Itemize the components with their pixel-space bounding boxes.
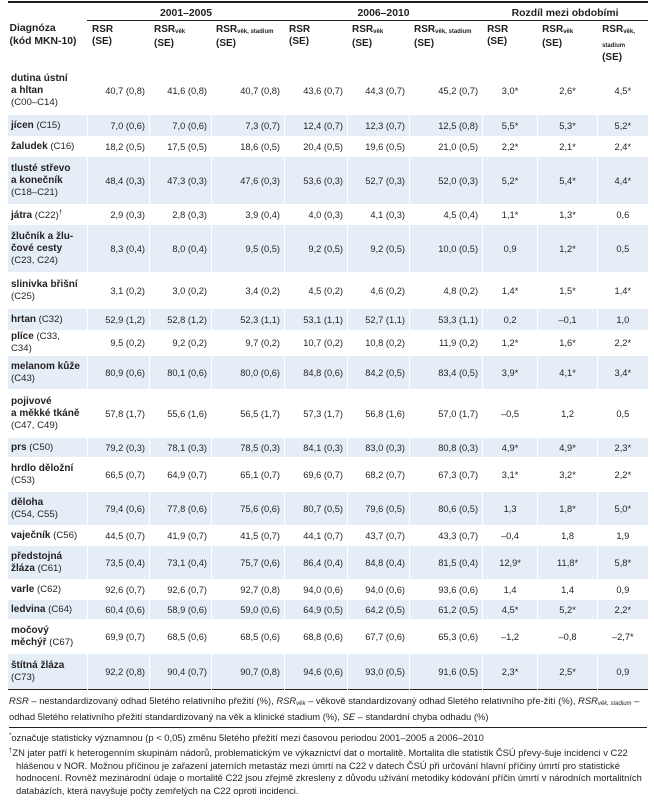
value-cell: 3,1 (0,2)	[88, 273, 150, 309]
difference-cell: –0,1	[538, 309, 598, 331]
table-header	[8, 2, 648, 67]
difference-cell: 1,2*	[538, 225, 598, 273]
icd-code: (C73)	[11, 671, 35, 683]
icd-code: (C00–C14)	[11, 96, 58, 108]
difference-cell: 1,4	[483, 580, 538, 600]
icd-code: (C61)	[37, 562, 62, 574]
value-cell: 47,3 (0,3)	[150, 157, 212, 205]
difference-cell: 4,1*	[538, 356, 598, 390]
value-cell: 80,6 (0,5)	[410, 492, 483, 526]
difference-cell: 2,5*	[538, 654, 598, 690]
diagnosis-cell: varle (C62)	[8, 580, 88, 600]
table-row	[8, 356, 648, 390]
survival-table-figure	[7, 0, 647, 797]
value-cell: 78,5 (0,3)	[212, 438, 285, 458]
value-cell: 19,6 (0,5)	[348, 137, 410, 157]
diagnosis-cell: dutina ústní a hltan (C00–C14)	[8, 67, 88, 115]
value-cell: 44,1 (0,7)	[285, 526, 348, 546]
table-row	[8, 492, 648, 526]
value-cell: 64,9 (0,5)	[285, 600, 348, 620]
value-cell: 43,7 (0,7)	[348, 526, 410, 546]
difference-cell: 0,2	[483, 309, 538, 331]
value-cell: 20,4 (0,5)	[285, 137, 348, 157]
value-cell: 80,8 (0,3)	[410, 438, 483, 458]
difference-cell: 0,5	[598, 390, 648, 438]
value-cell: 68,5 (0,6)	[212, 620, 285, 654]
difference-cell: –1,2	[483, 620, 538, 654]
header-subcolumns	[8, 21, 648, 67]
value-cell: 9,2 (0,5)	[348, 225, 410, 273]
value-cell: 48,4 (0,3)	[88, 157, 150, 205]
value-cell: 60,4 (0,6)	[88, 600, 150, 620]
difference-cell: 1,4	[538, 580, 598, 600]
header-period-2001-2005: 2001–2005	[88, 2, 285, 21]
icd-code: (C33, C34)	[11, 331, 60, 354]
value-cell: 10,0 (0,5)	[410, 225, 483, 273]
difference-cell: 5,2*	[483, 157, 538, 205]
value-cell: 79,2 (0,3)	[88, 438, 150, 458]
value-cell: 4,8 (0,2)	[410, 273, 483, 309]
value-cell: 65,3 (0,6)	[410, 620, 483, 654]
header-col-rsr-vek: $RSR_{věk}$ (SE)	[348, 21, 410, 67]
diagnosis-cell: jícen (C15)	[8, 115, 88, 137]
value-cell: 3,0 (0,2)	[150, 273, 212, 309]
value-cell: 2,9 (0,3)	[88, 205, 150, 225]
value-cell: 92,2 (0,8)	[88, 654, 150, 690]
icd-code: (C16)	[50, 140, 75, 152]
diagnosis-cell: hrdlo děložní (C53)	[8, 458, 88, 492]
value-cell: 44,3 (0,7)	[348, 67, 410, 115]
value-cell: 75,6 (0,6)	[212, 492, 285, 526]
table-row	[8, 546, 648, 580]
table-row	[8, 458, 648, 492]
difference-cell: 0,9	[598, 580, 648, 600]
value-cell: 18,2 (0,5)	[88, 137, 150, 157]
value-cell: 41,9 (0,7)	[150, 526, 212, 546]
value-cell: 11,9 (0,2)	[410, 331, 483, 356]
difference-cell: 1,4*	[598, 273, 648, 309]
value-cell: 67,7 (0,6)	[348, 620, 410, 654]
value-cell: 43,6 (0,7)	[285, 67, 348, 115]
difference-cell: 2,1*	[538, 137, 598, 157]
value-cell: 57,0 (1,7)	[410, 390, 483, 438]
table-row	[8, 654, 648, 690]
difference-cell: 1,0	[598, 309, 648, 331]
value-cell: 64,2 (0,5)	[348, 600, 410, 620]
value-cell: 41,6 (0,8)	[150, 67, 212, 115]
value-cell: 83,4 (0,5)	[410, 356, 483, 390]
icd-code: (C67)	[49, 636, 74, 648]
value-cell: 68,5 (0,6)	[150, 620, 212, 654]
value-cell: 78,1 (0,3)	[150, 438, 212, 458]
header-col-rsr-raw: RSR (SE)	[483, 21, 538, 67]
table-row	[8, 115, 648, 137]
value-cell: 52,7 (1,1)	[348, 309, 410, 331]
difference-cell: –0,4	[483, 526, 538, 546]
value-cell: 55,6 (1,6)	[150, 390, 212, 438]
difference-cell: 1,2	[538, 390, 598, 438]
difference-cell: 1,6*	[538, 331, 598, 356]
value-cell: 4,5 (0,4)	[410, 205, 483, 225]
icd-code: (C25)	[11, 290, 35, 302]
value-cell: 73,1 (0,4)	[150, 546, 212, 580]
header-diagnosis	[8, 2, 88, 67]
difference-cell: 1,4*	[483, 273, 538, 309]
value-cell: 53,1 (1,1)	[285, 309, 348, 331]
value-cell: 84,2 (0,5)	[348, 356, 410, 390]
difference-cell: 1,2*	[483, 331, 538, 356]
difference-cell: 0,5	[598, 225, 648, 273]
header-col-rsr-raw: RSR (SE)	[88, 21, 150, 67]
table-row	[8, 526, 648, 546]
value-cell: 84,1 (0,3)	[285, 438, 348, 458]
value-cell: 92,6 (0,7)	[88, 580, 150, 600]
value-cell: 41,5 (0,7)	[212, 526, 285, 546]
diagnosis-cell: močový měchýř (C67)	[8, 620, 88, 654]
value-cell: 73,5 (0,4)	[88, 546, 150, 580]
value-cell: 79,4 (0,6)	[88, 492, 150, 526]
table-row	[8, 273, 648, 309]
value-cell: 40,7 (0,8)	[212, 67, 285, 115]
value-cell: 94,6 (0,6)	[285, 654, 348, 690]
value-cell: 47,6 (0,3)	[212, 157, 285, 205]
value-cell: 94,0 (0,6)	[285, 580, 348, 600]
value-cell: 92,7 (0,8)	[212, 580, 285, 600]
table-row	[8, 205, 648, 225]
value-cell: 9,7 (0,2)	[212, 331, 285, 356]
value-cell: 53,3 (1,1)	[410, 309, 483, 331]
difference-cell: 3,4*	[598, 356, 648, 390]
value-cell: 67,3 (0,7)	[410, 458, 483, 492]
difference-cell: 4,5*	[483, 600, 538, 620]
table-body	[8, 67, 648, 690]
diagnosis-cell: hrtan (C32)	[8, 309, 88, 331]
header-period-2006-2010: 2006–2010	[285, 2, 483, 21]
value-cell: 44,5 (0,7)	[88, 526, 150, 546]
difference-cell: 5,8*	[598, 546, 648, 580]
diagnosis-cell: prs (C50)	[8, 438, 88, 458]
difference-cell: 1,5*	[538, 273, 598, 309]
diagnosis-cell: játra (C22)†	[8, 205, 88, 225]
difference-cell: 3,1*	[483, 458, 538, 492]
difference-cell: 5,3*	[538, 115, 598, 137]
value-cell: 59,0 (0,6)	[212, 600, 285, 620]
difference-cell: 0,6	[598, 205, 648, 225]
value-cell: 91,6 (0,5)	[410, 654, 483, 690]
table-row	[8, 67, 648, 115]
difference-cell: 3,9*	[483, 356, 538, 390]
value-cell: 75,7 (0,6)	[212, 546, 285, 580]
diagnosis-cell: plíce (C33, C34)	[8, 331, 88, 356]
difference-cell: –0,5	[483, 390, 538, 438]
value-cell: 66,5 (0,7)	[88, 458, 150, 492]
value-cell: 2,8 (0,3)	[150, 205, 212, 225]
value-cell: 52,9 (1,2)	[88, 309, 150, 331]
table-row	[8, 309, 648, 331]
difference-cell: –2,7*	[598, 620, 648, 654]
diagnosis-cell: tlusté střevo a konečník (C18–C21)	[8, 157, 88, 205]
table-row	[8, 438, 648, 458]
difference-cell: 4,5*	[598, 67, 648, 115]
value-cell: 94,0 (0,6)	[348, 580, 410, 600]
value-cell: 9,5 (0,5)	[212, 225, 285, 273]
value-cell: 10,7 (0,2)	[285, 331, 348, 356]
difference-cell: 3,0*	[483, 67, 538, 115]
value-cell: 80,0 (0,6)	[212, 356, 285, 390]
value-cell: 40,7 (0,8)	[88, 67, 150, 115]
diagnosis-cell: melanom kůže (C43)	[8, 356, 88, 390]
value-cell: 9,5 (0,2)	[88, 331, 150, 356]
table-notes	[7, 695, 647, 797]
icd-code: (C64)	[48, 603, 73, 615]
difference-cell: 4,9*	[483, 438, 538, 458]
difference-cell: 4,9*	[538, 438, 598, 458]
icd-code: (C50)	[29, 441, 54, 453]
icd-code: (C53)	[11, 474, 35, 486]
difference-cell: 1,9	[598, 526, 648, 546]
icd-code: (C43)	[11, 372, 35, 384]
value-cell: 68,2 (0,7)	[348, 458, 410, 492]
value-cell: 9,2 (0,2)	[150, 331, 212, 356]
difference-cell: 3,2*	[538, 458, 598, 492]
icd-code: (C54, C55)	[11, 508, 58, 520]
value-cell: 7,0 (0,6)	[88, 115, 150, 137]
difference-cell: 2,2*	[483, 137, 538, 157]
value-cell: 52,0 (0,3)	[410, 157, 483, 205]
difference-cell: 1,3*	[538, 205, 598, 225]
icd-code: (C56)	[53, 529, 78, 541]
value-cell: 92,6 (0,7)	[150, 580, 212, 600]
difference-cell: 1,8*	[538, 492, 598, 526]
diagnosis-cell: předstojná žláza (C61)	[8, 546, 88, 580]
value-cell: 77,8 (0,6)	[150, 492, 212, 526]
icd-code: (C22)	[34, 210, 59, 222]
value-cell: 21,0 (0,5)	[410, 137, 483, 157]
value-cell: 86,4 (0,4)	[285, 546, 348, 580]
difference-cell: 1,3	[483, 492, 538, 526]
value-cell: 10,8 (0,2)	[348, 331, 410, 356]
table-row	[8, 137, 648, 157]
value-cell: 4,5 (0,2)	[285, 273, 348, 309]
value-cell: 56,8 (1,6)	[348, 390, 410, 438]
diagnosis-cell: žlučník a žlu- čové cesty (C23, C24)	[8, 225, 88, 273]
difference-cell: 4,4*	[598, 157, 648, 205]
icd-code: (C47, C49)	[11, 419, 58, 431]
value-cell: 8,0 (0,4)	[150, 225, 212, 273]
value-cell: 3,9 (0,4)	[212, 205, 285, 225]
difference-cell: 12,9*	[483, 546, 538, 580]
survival-table	[7, 1, 648, 690]
icd-code: (C15)	[36, 119, 61, 131]
difference-cell: 11,8*	[538, 546, 598, 580]
difference-cell: 1,1*	[483, 205, 538, 225]
value-cell: 61,2 (0,5)	[410, 600, 483, 620]
value-cell: 58,9 (0,6)	[150, 600, 212, 620]
value-cell: 64,9 (0,7)	[150, 458, 212, 492]
difference-cell: –0,8	[538, 620, 598, 654]
header-diagnosis-label: Diagnóza	[9, 23, 56, 34]
value-cell: 93,0 (0,5)	[348, 654, 410, 690]
value-cell: 18,6 (0,5)	[212, 137, 285, 157]
value-cell: 84,8 (0,6)	[285, 356, 348, 390]
value-cell: 12,5 (0,8)	[410, 115, 483, 137]
value-cell: 56,5 (1,7)	[212, 390, 285, 438]
difference-cell: 5,4*	[538, 157, 598, 205]
value-cell: 57,3 (1,7)	[285, 390, 348, 438]
note-liver: †ZN jater patří k heterogenním skupinám nádorů, problematickým ve výkaznictví dat o mortalitě. Mortalita dle statistik ČSÚ převy-šuje incidenci v C22 hlášenou v NOR. Možnou příčinou je zařazení jaterních metastáz mezi úmrtí na C22 v datech ČSÚ při určování hlavní příčiny úmrtí pro statistické hodnocení. Rovněž mezinárodní údaje o mortalitě C22 jsou zřejmě zkresleny z důvodu užívání metodiky kódování příčin úmrtí v národních mortalitních databázích, která navyšuje počty zemřelých na C22 oproti incidenci.	[9, 747, 642, 796]
value-cell: 90,4 (0,7)	[150, 654, 212, 690]
icd-code: (C23, C24)	[11, 254, 58, 266]
value-cell: 43,3 (0,7)	[410, 526, 483, 546]
value-cell: 80,9 (0,6)	[88, 356, 150, 390]
difference-cell: 2,2*	[598, 458, 648, 492]
icd-code: (C62)	[37, 583, 62, 595]
difference-cell: 5,2*	[538, 600, 598, 620]
value-cell: 8,3 (0,4)	[88, 225, 150, 273]
icd-code: (C18–C21)	[11, 186, 58, 198]
icd-code: (C32)	[38, 313, 63, 325]
value-cell: 52,7 (0,3)	[348, 157, 410, 205]
difference-cell: 2,6*	[538, 67, 598, 115]
table-row	[8, 620, 648, 654]
difference-cell: 2,2*	[598, 600, 648, 620]
value-cell: 45,2 (0,7)	[410, 67, 483, 115]
table-row	[8, 331, 648, 356]
value-cell: 52,3 (1,1)	[212, 309, 285, 331]
difference-cell: 0,9	[598, 654, 648, 690]
note-significance: *označuje statisticky významnou (p < 0,05) změnu 5letého přežití mezi časovou periodou 2001–2005 a 2006–2010	[9, 732, 484, 744]
value-cell: 90,7 (0,8)	[212, 654, 285, 690]
value-cell: 81,5 (0,4)	[410, 546, 483, 580]
value-cell: 52,8 (1,2)	[150, 309, 212, 331]
diagnosis-cell: štítná žláza (C73)	[8, 654, 88, 690]
value-cell: 69,9 (0,7)	[88, 620, 150, 654]
header-period-difference: Rozdíl mezi obdobími	[483, 2, 648, 21]
value-cell: 93,6 (0,6)	[410, 580, 483, 600]
difference-cell: 5,2*	[598, 115, 648, 137]
value-cell: 80,1 (0,6)	[150, 356, 212, 390]
value-cell: 4,1 (0,3)	[348, 205, 410, 225]
value-cell: 68,8 (0,6)	[285, 620, 348, 654]
value-cell: 7,3 (0,7)	[212, 115, 285, 137]
header-col-rsr-raw: RSR (SE)	[285, 21, 348, 67]
value-cell: 12,3 (0,7)	[348, 115, 410, 137]
value-cell: 17,5 (0,5)	[150, 137, 212, 157]
header-col-rsr-vek-stadium: $RSR_{věk, stadium}$ (SE)	[598, 21, 648, 67]
value-cell: 4,0 (0,3)	[285, 205, 348, 225]
diagnosis-cell: vaječník (C56)	[8, 526, 88, 546]
header-col-rsr-vek: $RSR_{věk}$ (SE)	[538, 21, 598, 67]
difference-cell: 2,3*	[483, 654, 538, 690]
diagnosis-cell: žaludek (C16)	[8, 137, 88, 157]
value-cell: 65,1 (0,7)	[212, 458, 285, 492]
value-cell: 57,8 (1,7)	[88, 390, 150, 438]
difference-cell: 1,8	[538, 526, 598, 546]
table-row	[8, 225, 648, 273]
value-cell: 3,4 (0,2)	[212, 273, 285, 309]
table-row	[8, 390, 648, 438]
note-abbreviations: RSR – nestandardizovaný odhad 5letého relativního přežití (%), $RSR_{věk}$ – věkově standardizovaný odhad 5letého relativního pře-žití (%), $RSR_{věk, stadium}$ – odhad 5letého relativního přežití standardizovaný na věk a klinické stadium (%), SE – standardní chyba odhadu (%)	[9, 695, 647, 728]
value-cell: 84,8 (0,4)	[348, 546, 410, 580]
value-cell: 80,7 (0,5)	[285, 492, 348, 526]
diagnosis-cell: děloha (C54, C55)	[8, 492, 88, 526]
value-cell: 4,6 (0,2)	[348, 273, 410, 309]
difference-cell: 2,2*	[598, 331, 648, 356]
difference-cell: 2,4*	[598, 137, 648, 157]
value-cell: 79,6 (0,5)	[348, 492, 410, 526]
diagnosis-cell: slinivka břišní (C25)	[8, 273, 88, 309]
difference-cell: 2,3*	[598, 438, 648, 458]
value-cell: 12,4 (0,7)	[285, 115, 348, 137]
difference-cell: 0,9	[483, 225, 538, 273]
difference-cell: 5,0*	[598, 492, 648, 526]
diagnosis-cell: pojivové a měkké tkáně (C47, C49)	[8, 390, 88, 438]
diagnosis-cell: ledvina (C64)	[8, 600, 88, 620]
table-row	[8, 580, 648, 600]
table-row	[8, 600, 648, 620]
header-col-rsr-vek-stadium: $RSR_{věk, stadium}$ (SE)	[410, 21, 483, 67]
table-row	[8, 157, 648, 205]
difference-cell: 5,5*	[483, 115, 538, 137]
header-col-rsr-vek-stadium: $RSR_{věk, stadium}$ (SE)	[212, 21, 285, 67]
value-cell: 69,6 (0,7)	[285, 458, 348, 492]
value-cell: 53,6 (0,3)	[285, 157, 348, 205]
value-cell: 7,0 (0,6)	[150, 115, 212, 137]
value-cell: 9,2 (0,5)	[285, 225, 348, 273]
header-diagnosis-code: (kód MKN-10)	[9, 36, 77, 47]
header-col-rsr-vek: $RSR_{věk}$ (SE)	[150, 21, 212, 67]
value-cell: 83,0 (0,3)	[348, 438, 410, 458]
